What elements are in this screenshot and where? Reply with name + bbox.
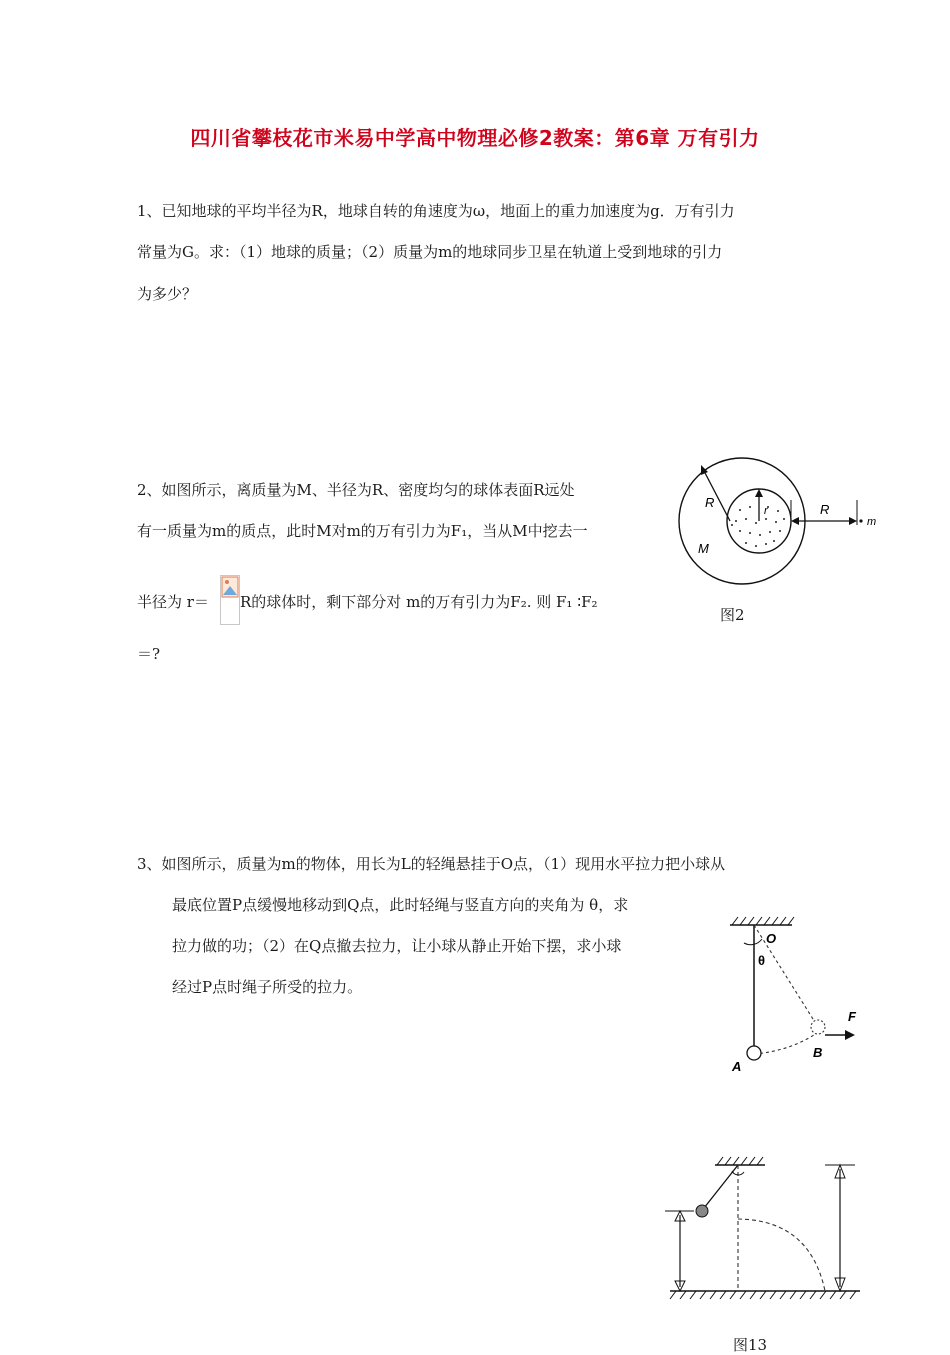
figure-2-caption: 图2: [720, 606, 745, 624]
q3-line-1: 3、如图所示，质量为m的物体，用长为L的轻绳悬挂于O点，（1）现用水平拉力把小球从: [137, 855, 726, 873]
pendulum-projectile-diagram: [660, 1150, 870, 1310]
q2-line-2: 有一质量为m的质点，此时M对m的万有引力为F₁，当从M中挖去一: [137, 522, 588, 540]
label-R-big: R: [705, 495, 715, 510]
sphere-cavity-diagram: [660, 455, 890, 590]
page-title: 四川省攀枝花市米易中学高中物理必修2教案：第6章 万有引力: [190, 126, 760, 150]
broken-image-icon: [221, 576, 239, 598]
label-R-gap: R: [820, 502, 830, 517]
q3-line-2: 最底位置P点缓慢地移动到Q点，此时轻绳与竖直方向的夹角为 θ，求: [172, 896, 629, 914]
label-M: M: [698, 541, 709, 556]
q1-line-3: 为多少？: [137, 285, 198, 303]
q3-line-4: 经过P点时绳子所受的拉力。: [172, 978, 363, 996]
pendulum-force-diagram: [720, 915, 870, 1080]
q2-line-3-suffix: R的球体时，剩下部分对 m的万有引力为F₂. 则 F₁ ∶F₂: [240, 593, 598, 611]
label-A: A: [732, 1059, 742, 1074]
label-r-small: r: [764, 505, 768, 517]
label-m: m: [867, 516, 877, 528]
figure-13-caption: 图13: [733, 1336, 768, 1354]
q2-line-1: 2、如图所示，离质量为M、半径为R、密度均匀的球体表面R远处: [137, 481, 575, 499]
label-O: O: [766, 931, 777, 946]
q2-line-3-prefix: 半径为 r＝: [137, 593, 209, 611]
large-sphere: [679, 458, 805, 584]
label-theta: θ: [758, 953, 766, 968]
q1-line-1: 1、已知地球的平均半径为R，地球自转的角速度为ω，地面上的重力加速度为g．万有引力: [137, 202, 735, 220]
q1-line-2: 常量为G。求：（1）地球的质量；（2）质量为m的地球同步卫星在轨道上受到地球的引力: [137, 243, 723, 261]
cavity-dots: [731, 506, 785, 547]
q2-line-4: ＝?: [137, 645, 161, 663]
q3-line-3: 拉力做的功；（2）在Q点撤去拉力，让小球从静止开始下摆，求小球: [172, 937, 622, 955]
label-F: F: [848, 1009, 856, 1024]
label-B: B: [813, 1045, 823, 1060]
broken-image-placeholder: [220, 575, 240, 625]
